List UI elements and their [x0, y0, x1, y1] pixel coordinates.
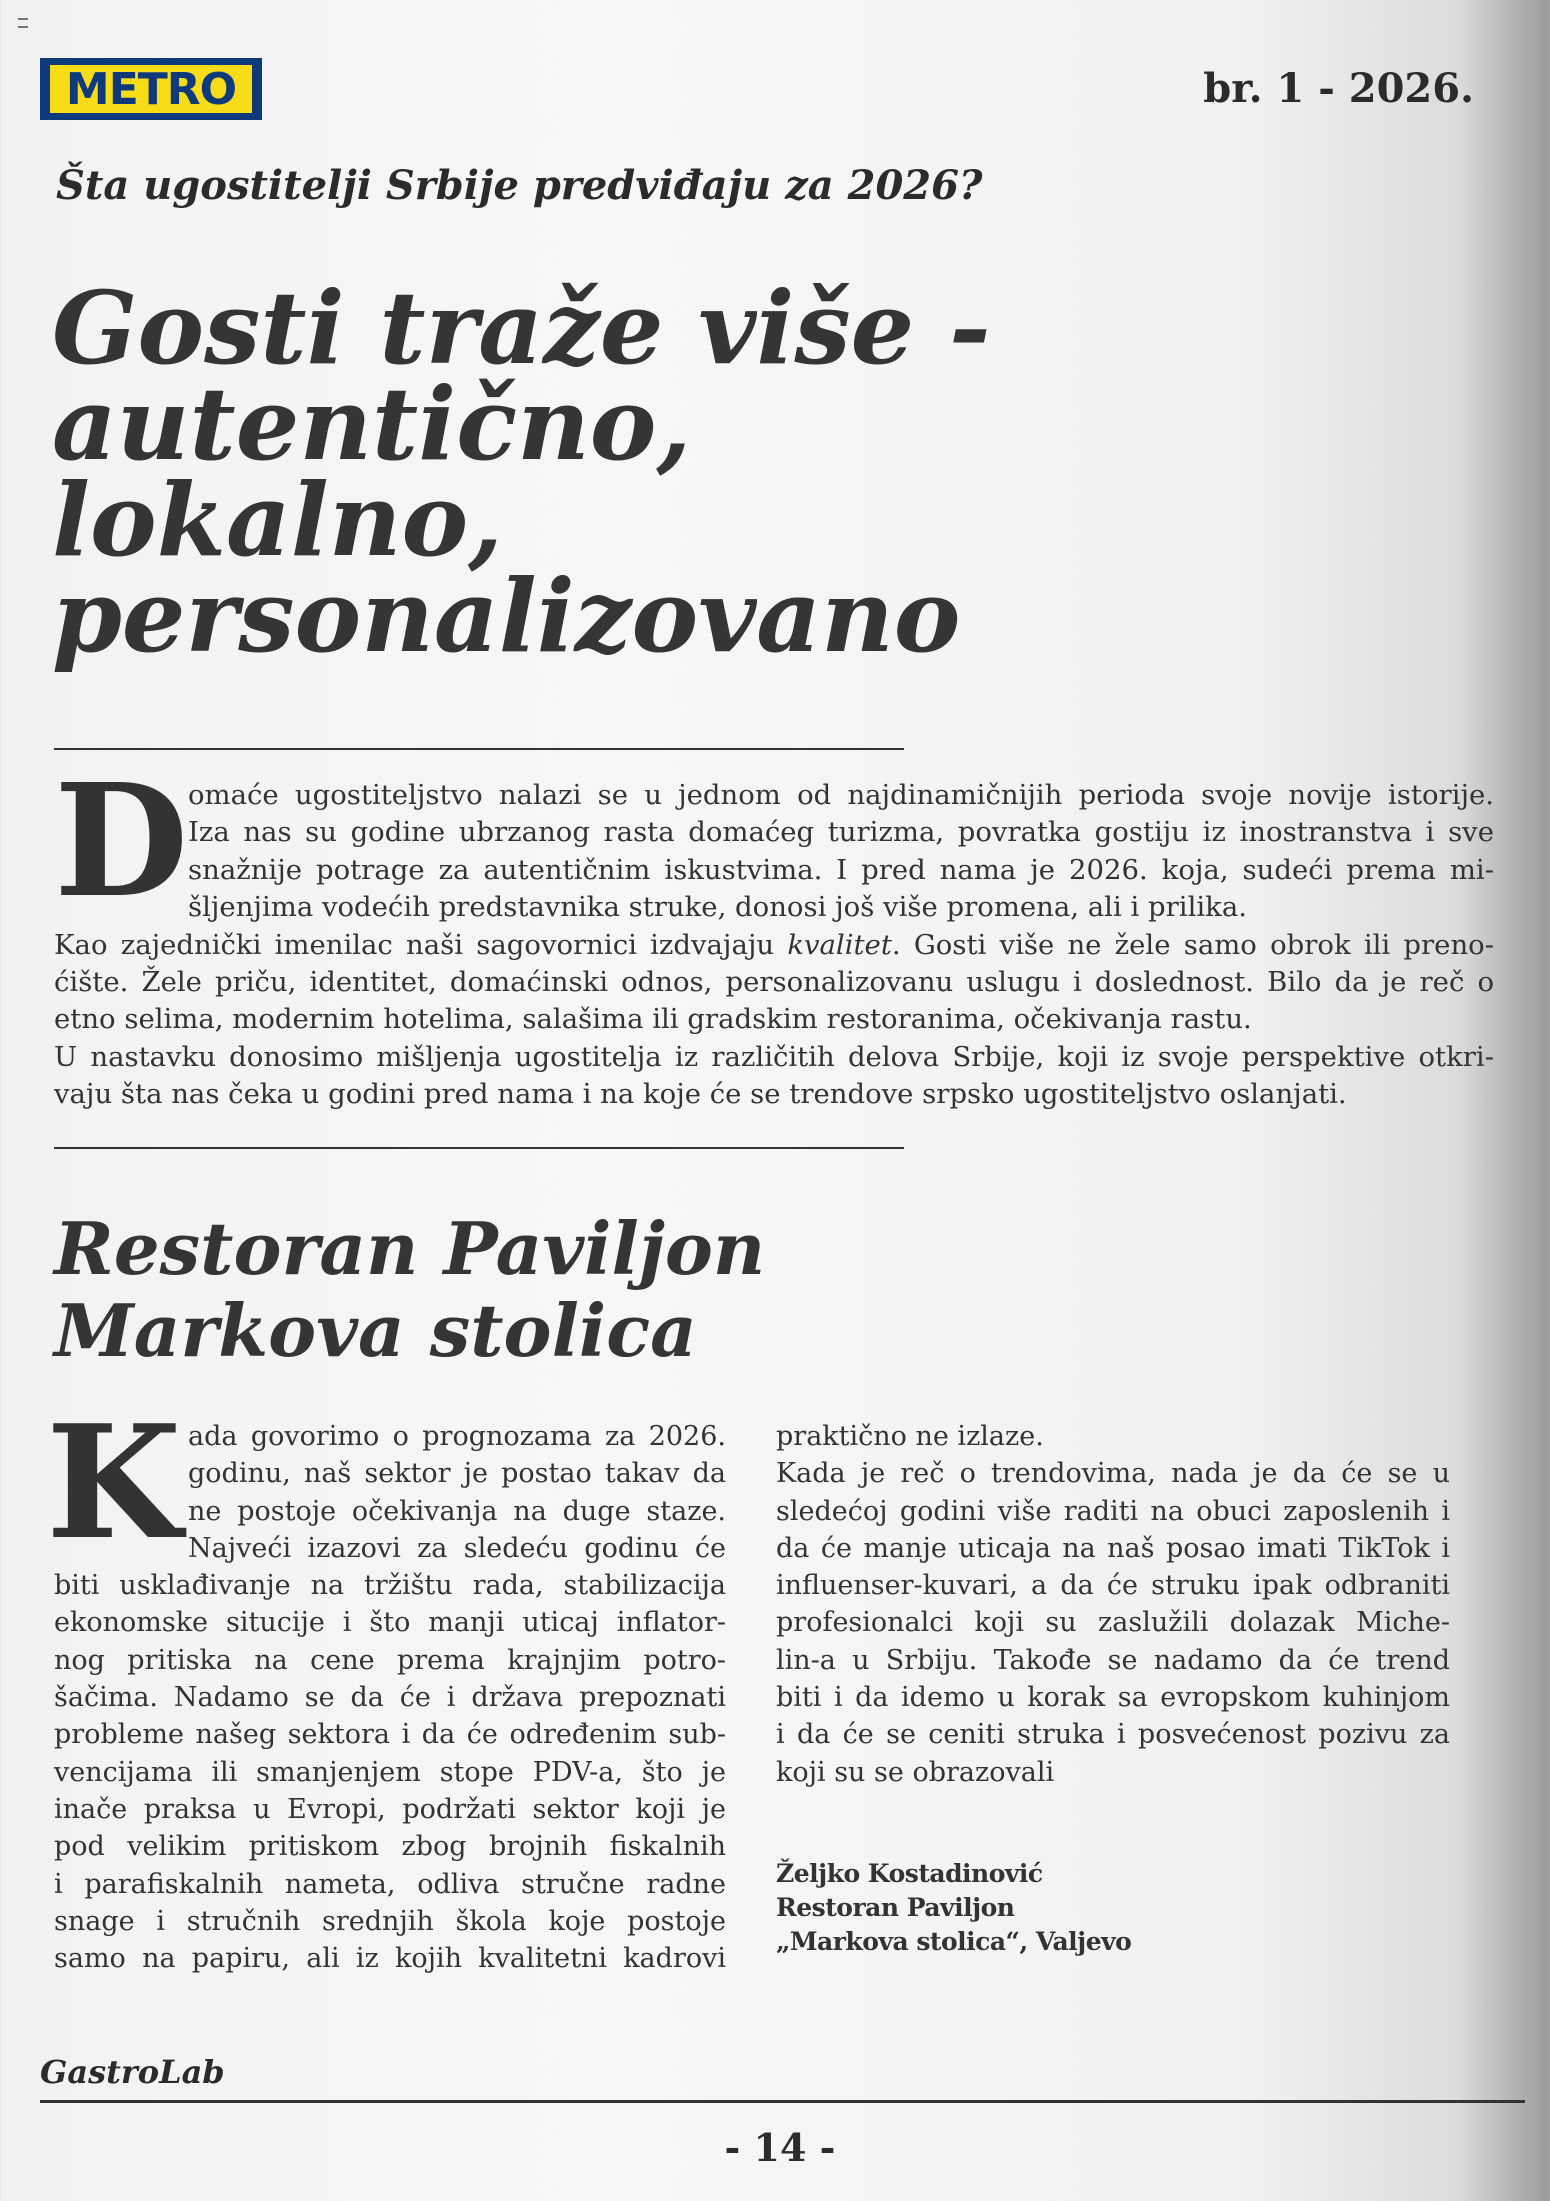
left-column-line: i parafiskalnih nameta, odliva stručne radne: [54, 1868, 726, 1900]
left-column-line: vencijama ili smanjenjem stope PDV-a, što je: [54, 1756, 726, 1788]
intro-line: ćište. Žele priču, identitet, domaćinski odnos, personalizovanu uslugu i doslednost. Bilo da je reč o: [54, 966, 1494, 999]
footer-divider: [40, 2100, 1525, 2103]
left-column-line: ekonomske situcije i što manji uticaj inflator-: [54, 1607, 726, 1639]
right-column-line: biti i da idemo u korak sa evropskom kuhinjom: [776, 1682, 1450, 1714]
right-column-line: praktično ne izlaze.: [776, 1421, 1044, 1452]
section-dropcap: K: [46, 1391, 182, 1574]
intro-line: [54, 927, 1494, 964]
left-column-line: pod velikim pritiskom zbog brojnih fiskalnih: [54, 1831, 726, 1863]
right-column-line: da će manje uticaja na naš posao imati TikTok i: [776, 1532, 1450, 1564]
left-column-line: ne postoje očekivanja na duge staze.: [188, 1495, 726, 1527]
signature-venue: Restoran Paviljon: [776, 1893, 1015, 1922]
page-number: - 14 -: [724, 2125, 836, 2170]
intro-line: etno selima, modernim hotelima, salašima ili gradskim restoranima, očekivanja rastu.: [54, 1003, 1252, 1036]
headline-line: lokalno,: [52, 461, 503, 579]
intro-line: Iza nas su godine ubrzanog rasta domaćeg turizma, povratka gostiju iz inostranstva i sve: [188, 816, 1494, 849]
right-column-line: profesionalci koji su zaslužili dolazak Miche-: [776, 1607, 1450, 1639]
right-column-line: i da će se ceniti struka i posvećenost pozivu za: [776, 1719, 1450, 1751]
intro-line: U nastavku donosimo mišljenja ugostitelja iz različitih delova Srbije, koji iz svoje perspektive otkri-: [54, 1040, 1494, 1073]
signature: [776, 1857, 1131, 1959]
right-column-line: koji su se obrazovali: [776, 1756, 1055, 1788]
headline-line: personalizovano: [52, 557, 961, 675]
metro-logo: [40, 58, 262, 120]
headline: [52, 269, 1352, 675]
intro-dropcap: D: [54, 749, 189, 932]
right-column-line: lin-a u Srbiju. Takođe se nadamo da će trend: [776, 1644, 1450, 1676]
left-column-line: probleme našeg sektora i da će određenim sub-: [54, 1719, 726, 1751]
metro-logo-text: METRO: [50, 65, 252, 113]
headline-line: Gosti traže više -: [52, 269, 991, 387]
right-column: [776, 1418, 1450, 1791]
intro-line: omaće ugostiteljstvo nalazi se u jednom od najdinamičnijih perioda svoje novije istorije.: [188, 779, 1494, 811]
section-title-line: Markova stolica: [54, 1288, 697, 1373]
kicker: Šta ugostitelji Srbije predviđaju za 2026?: [56, 162, 983, 209]
section-title: [54, 1208, 765, 1372]
section-title-line: Restoran Paviljon: [54, 1206, 766, 1291]
left-column-line: Najveći izazovi za sledeću godinu će: [188, 1532, 726, 1564]
intro-italic: kvalitet: [787, 928, 892, 961]
left-column-line: nog pritiska na cene prema krajnjim potro-: [54, 1644, 726, 1676]
right-column-line: Kada je reč o trendovima, nada je da će se u: [776, 1458, 1450, 1490]
right-column-line: sledećoj godini više raditi na obuci zaposlenih i: [776, 1495, 1450, 1527]
issue-number: br. 1 - 2026.: [1203, 65, 1474, 112]
right-column-line: influenser-kuvari, a da će struku ipak odbraniti: [776, 1570, 1450, 1602]
intro-line: snažnije potrage za autentičnim iskustvima. I pred nama je 2026. koja, sudeći prema mi-: [188, 853, 1494, 886]
left-column-line: godinu, naš sektor je postao takav da: [188, 1458, 726, 1490]
footer-brand: GastroLab: [40, 2053, 225, 2091]
signature-location: „Markova stolica“, Valjevo: [776, 1927, 1132, 1956]
intro-text-part: Kao zajednički imenilac naši sagovornici izdvajaju: [54, 928, 788, 961]
left-column-line: snage i stručnih srednjih škola koje postoje: [54, 1905, 726, 1937]
headline-line: autentično,: [52, 365, 692, 483]
left-column: [54, 1418, 726, 1977]
corner-mark: [18, 18, 28, 28]
intro-text: [54, 777, 1494, 1114]
intro-line: šljenjima vodećih predstavnika struke, donosi još više promena, ali i prilika.: [188, 891, 1247, 924]
left-column-line: šačima. Nadamo se da će i država prepoznati: [54, 1682, 726, 1714]
intro-line: vaju šta nas čeka u godini pred nama i na koje će se trendove srpsko ugostiteljstvo oslanjati.: [54, 1078, 1347, 1111]
intro-text-part: . Gosti više ne žele samo obrok ili preno-: [891, 928, 1495, 961]
left-column-line: inače praksa u Evropi, podržati sektor koji je: [54, 1793, 726, 1825]
left-column-line: samo na papiru, ali iz kojih kvalitetni kadrovi: [54, 1943, 726, 1975]
divider: [54, 1147, 904, 1149]
left-column-line: biti usklađivanje na tržištu rada, stabilizacija: [54, 1570, 726, 1602]
signature-name: Željko Kostadinović: [776, 1859, 1043, 1888]
left-column-line: ada govorimo o prognozama za 2026.: [188, 1421, 726, 1452]
